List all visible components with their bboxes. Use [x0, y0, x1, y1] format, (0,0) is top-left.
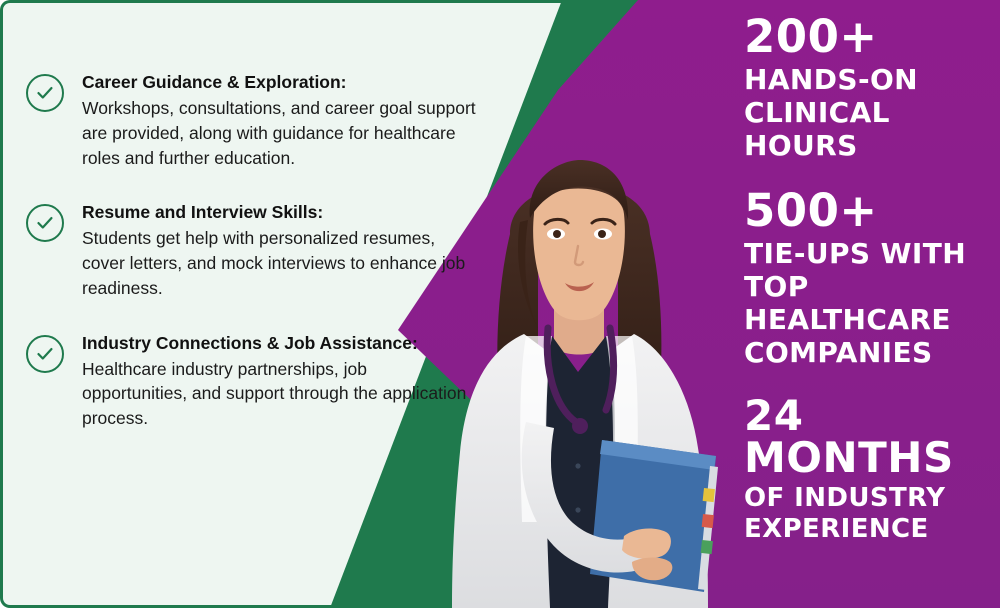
stat-block	[744, 184, 994, 370]
stat-number: 500+	[744, 184, 878, 238]
stat-number: 200+	[744, 10, 878, 63]
list-item	[26, 70, 476, 170]
list-item-text	[82, 331, 476, 431]
list-item-title: Career Guidance & Exploration:	[82, 72, 347, 92]
check-circle-icon	[26, 204, 64, 242]
stat-label: HANDS-ON CLINICAL HOURS	[744, 63, 919, 163]
list-item-title: Industry Connections & Job Assistance:	[82, 332, 418, 353]
check-circle-icon	[26, 335, 64, 373]
list-item-body: Students get help with personalized resumes, cover letters, and mock interviews to enhance job readiness.	[82, 228, 466, 298]
stats-panel	[744, 10, 994, 571]
stat-label: OF INDUSTRY EXPERIENCE	[744, 483, 946, 544]
list-item-body: Workshops, consultations, and career goal support are provided, along with guidance for healthcare roles and further education.	[82, 97, 476, 168]
stat-block	[744, 391, 994, 544]
list-item-text	[82, 200, 476, 300]
list-item-body: Healthcare industry partnerships, job opportunities, and support through the application process.	[82, 358, 467, 429]
list-item	[26, 331, 476, 431]
stat-block	[744, 10, 994, 163]
list-item-text	[82, 70, 476, 170]
list-item	[26, 200, 476, 300]
list-item-title: Resume and Interview Skills:	[82, 202, 324, 223]
feature-list	[26, 70, 476, 461]
stat-label: TIE-UPS WITH TOP HEALTHCARE COMPANIES	[744, 237, 967, 370]
check-circle-icon	[26, 74, 64, 112]
stat-number: 24 MONTHS	[744, 391, 954, 483]
